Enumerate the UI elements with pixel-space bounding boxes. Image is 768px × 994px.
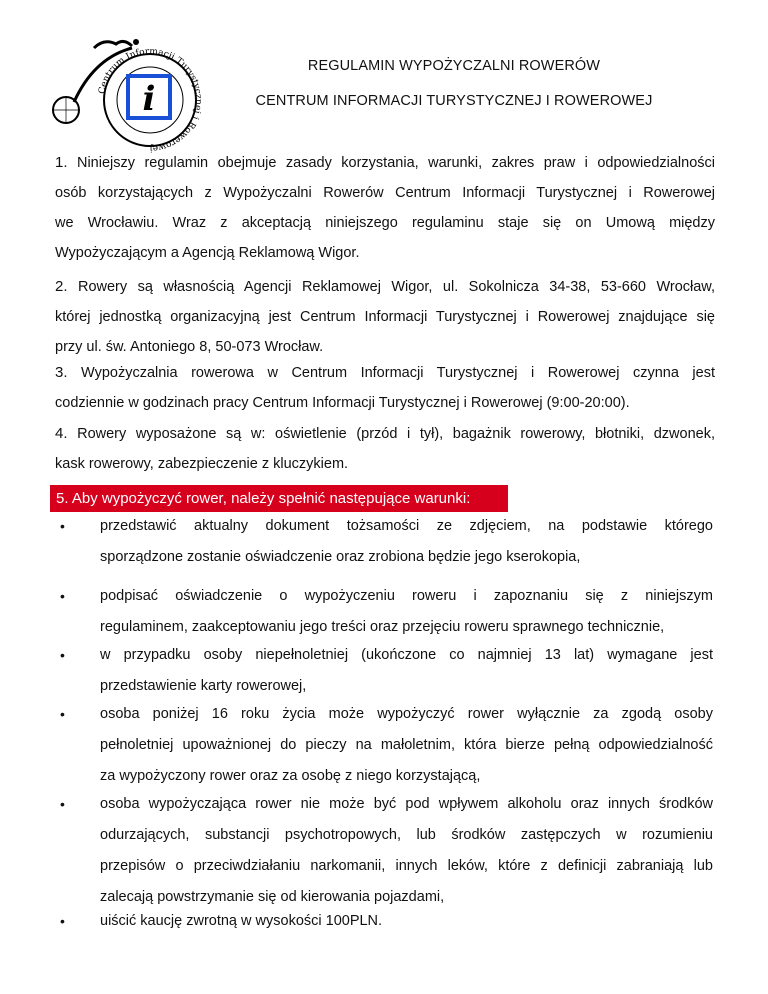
paragraph-1 [55,148,715,268]
list-item-line: za wypożyczony rower oraz za osobę z niego korzystającą, [100,768,481,784]
list-item-line: uiścić kaucję zwrotną w wysokości 100PLN. [100,913,383,929]
list-item-line: odurzających, substancji psychotropowych, lub środków zastępczych w rozumieniu [100,827,713,843]
list-item-line: przedstawić aktualny dokument tożsamości ze zdjęciem, na podstawie którego [100,518,713,534]
paragraph-line: Rowery wyposażone są w: oświetlenie (przód i tył), bagażnik rowerowy, błotniki, dzwonek, [67,426,715,442]
bullet-marker: • [60,588,65,604]
bullet-marker: • [60,518,65,534]
logo-ring-text: Centrum Informacji Turystycznej i Rowerowej [97,46,204,153]
paragraph-line: Rowery są własnością Agencji Reklamowej Wigor, ul. Sokolnicza 34-38, 53-660 Wrocław, [67,279,715,295]
paragraph-line: we Wrocławiu. Wraz z akceptacją niniejszego regulaminu staje się on Umową między [55,215,715,231]
paragraph-3 [55,358,715,418]
list-item [100,789,713,913]
list-item [100,581,713,643]
paragraph-line: kask rowerowy, zabezpieczenie z kluczykiem. [55,456,349,472]
paragraph-line: której jednostką organizacyjną jest Centrum Informacji Turystycznej i Rowerowej znajdujące się [55,309,715,325]
paragraph-2 [55,272,715,362]
document-subtitle: CENTRUM INFORMACJI TURYSTYCZNEJ I ROWEROWEJ [255,93,653,109]
list-item-line: zalecają powstrzymanie się od kierowania pojazdami, [100,889,445,905]
list-item-line: osoba poniżej 16 roku życia może wypożyczyć rower wyłącznie za zgodą osoby [100,706,713,722]
paragraph-line: Wypożyczalnia rowerowa w Centrum Informacji Turystycznej i Rowerowej czynna jest [67,365,715,381]
list-item-line: osoba wypożyczająca rower nie może być pod wpływem alkoholu oraz innych środków [100,796,713,812]
bullet-marker: • [60,796,65,812]
bullet-marker: • [60,913,65,929]
cit-logo [44,18,214,153]
list-item-line: regulaminem, zaakceptowaniu jego treści oraz przejęciu roweru sprawnego technicznie, [100,619,665,635]
list-item [100,699,713,792]
paragraph-number: 2. [55,278,68,295]
paragraph-line: Wypożyczającym a Agencją Reklamową Wigor. [55,245,360,261]
paragraph-number: 4. [55,425,68,442]
info-letter: i [142,79,156,119]
list-item [100,511,713,573]
list-item-line: sporządzone zostanie oświadczenie oraz zrobiona będzie jego kserokopia, [100,549,581,565]
list-item-line: pełnoletniej upoważnionej do pieczy na małoletnim, która bierze pełną odpowiedzialność [100,737,713,753]
paragraph-4 [55,419,715,479]
bullet-marker: • [60,706,65,722]
paragraph-line: osób korzystających z Wypożyczalni Rowerów Centrum Informacji Turystycznej i Rowerowej [55,185,715,201]
list-item [100,906,713,937]
conditions-heading: 5. Aby wypożyczyć rower, należy spełnić następujące warunki: [50,485,508,512]
paragraph-line: codziennie w godzinach pracy Centrum Informacji Turystycznej i Rowerowej (9:00-20:00). [55,395,630,411]
list-item-line: przepisów o przeciwdziałaniu narkomanii, innych leków, które z definicji zabraniają lub [100,858,713,874]
list-item-line: w przypadku osoby niepełnoletniej (ukończone co najmniej 13 lat) wymagane jest [100,647,713,663]
list-item-line: przedstawienie karty rowerowej, [100,678,307,694]
paragraph-line: przy ul. św. Antoniego 8, 50-073 Wrocław. [55,339,324,355]
paragraph-number: 1. [55,154,68,171]
bullet-marker: • [60,647,65,663]
paragraph-line: Niniejszy regulamin obejmuje zasady korzystania, warunki, zakres praw i odpowiedzialności [67,155,715,171]
document-title: REGULAMIN WYPOŻYCZALNI ROWERÓW [307,58,601,74]
list-item [100,640,713,702]
paragraph-number: 3. [55,364,68,381]
list-item-line: podpisać oświadczenie o wypożyczeniu roweru i zapoznaniu się z niniejszym [100,588,713,604]
